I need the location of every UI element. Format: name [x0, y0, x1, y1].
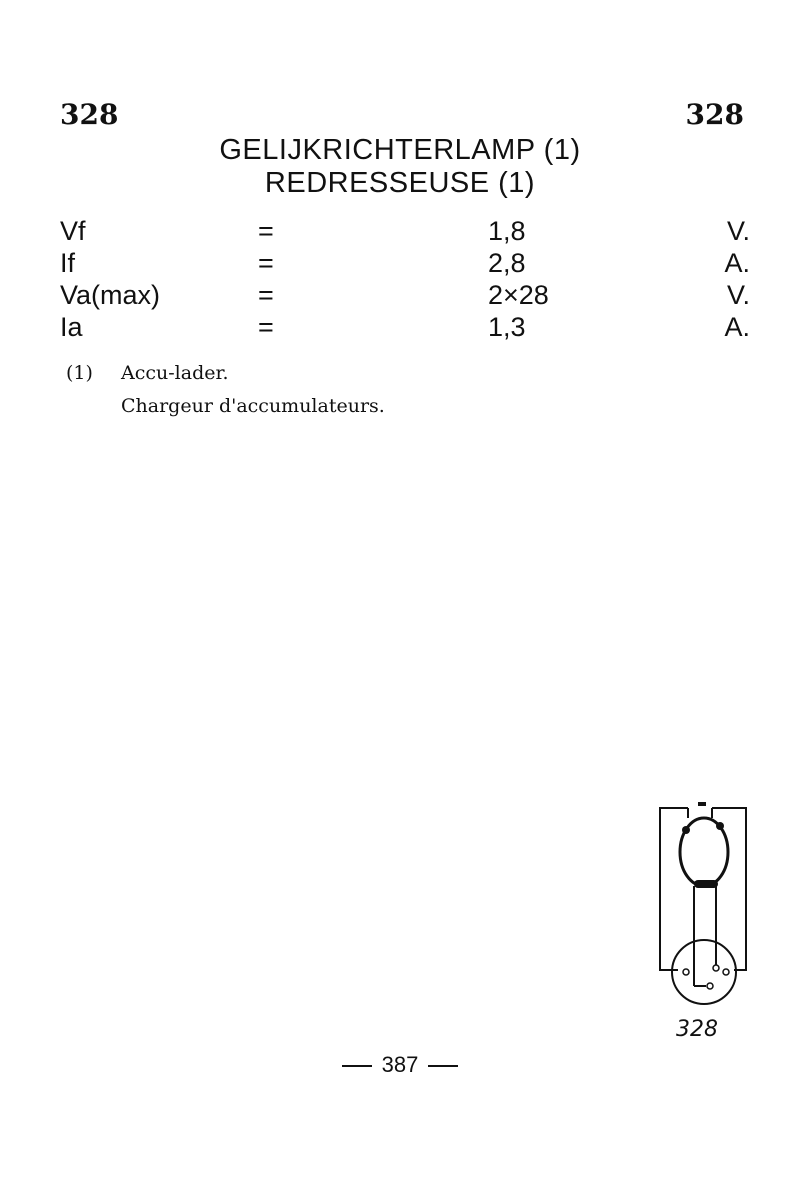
- spec-value: 1,8: [488, 216, 526, 246]
- base-pin-2: [713, 965, 719, 971]
- page-number: 387: [381, 1052, 419, 1077]
- page-header-number-right: 328: [685, 98, 744, 131]
- base-pin-3: [723, 969, 729, 975]
- spec-equals: =: [258, 248, 274, 278]
- spec-value: 1,3: [488, 312, 526, 342]
- page-footer: [0, 1052, 800, 1078]
- spec-row: [60, 248, 750, 282]
- spec-equals: =: [258, 280, 274, 310]
- tube-schematic-svg: [640, 790, 760, 1050]
- spec-unit: A.: [724, 248, 750, 278]
- spec-symbol: Vf: [60, 216, 86, 246]
- top-cap-marker: [698, 802, 706, 806]
- spec-symbol: Va(max): [60, 280, 161, 310]
- spec-symbol: If: [60, 248, 76, 278]
- footnote-line-dutch: Accu-lader.: [121, 362, 229, 384]
- spec-unit: V.: [726, 280, 750, 310]
- footnote-line-french: Chargeur d'accumulateurs.: [121, 395, 385, 417]
- spec-unit: A.: [724, 312, 750, 342]
- right-lead: [712, 808, 746, 970]
- stem-collar: [694, 880, 718, 888]
- footer-dash-right: [428, 1065, 458, 1067]
- spec-equals: =: [258, 312, 274, 342]
- base-pin-4: [707, 983, 713, 989]
- page-header-number-left: 328: [60, 98, 119, 131]
- spec-row: [60, 280, 750, 314]
- cathode-dot: [682, 826, 690, 834]
- title-french: REDRESSEUSE (1): [264, 167, 536, 199]
- footer-dash-left: [342, 1065, 372, 1067]
- footnote-marker: (1): [66, 362, 93, 384]
- diagram-label: 328: [676, 1017, 718, 1042]
- anode-dot: [716, 822, 724, 830]
- title-dutch: GELIJKRICHTERLAMP (1): [219, 134, 581, 166]
- tube-base-diagram: [640, 790, 760, 1055]
- spec-row: [60, 312, 750, 346]
- spec-row: [60, 216, 750, 250]
- spec-equals: =: [258, 216, 274, 246]
- base-pin-1: [683, 969, 689, 975]
- spec-value: 2×28: [488, 280, 549, 310]
- spec-unit: V.: [726, 216, 750, 246]
- spec-value: 2,8: [488, 248, 526, 278]
- spec-symbol: Ia: [60, 312, 83, 342]
